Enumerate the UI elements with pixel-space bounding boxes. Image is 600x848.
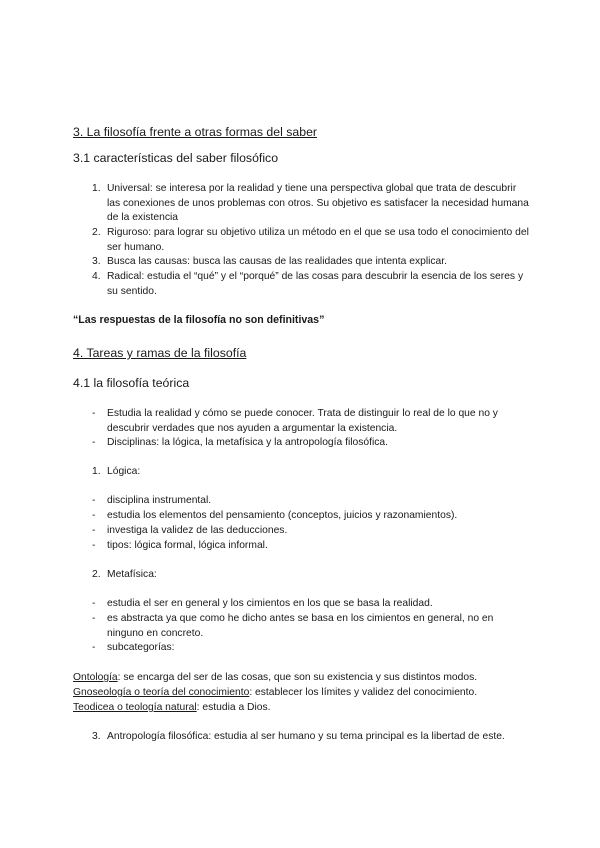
list-item — [92, 436, 532, 451]
metaphysics-title: Metafísica: — [107, 569, 157, 580]
list-item — [92, 494, 532, 509]
list-marker: 2. — [92, 227, 101, 238]
list-marker: - — [92, 642, 96, 653]
list-item — [92, 226, 532, 255]
list-item — [92, 407, 532, 436]
list-item — [92, 255, 532, 270]
list-item — [92, 612, 532, 641]
section-4-title: 4. Tareas y ramas de la filosofía — [73, 346, 247, 360]
section-3-1-title: 3.1 características del saber filosófico — [73, 151, 279, 165]
list-item-text: Disciplinas: la lógica, la metafísica y la antropología filosófica. — [107, 437, 389, 448]
section-4-1-title: 4.1 la filosofía teórica — [73, 376, 190, 390]
subcategory-gnoseology — [73, 687, 477, 698]
list-marker: - — [92, 613, 96, 624]
list-item-text: Estudia la realidad y cómo se puede conocer. Trata de distinguir lo real de lo que no y descubrir verdades que nos ayuden a argumentar la existencia. — [107, 408, 498, 434]
list-marker: 2. — [92, 569, 101, 580]
list-item-text: tipos: lógica formal, lógica informal. — [107, 540, 268, 551]
subcategory-term: Gnoseología o teoría del conocimiento — [73, 687, 250, 698]
list-marker: - — [92, 408, 96, 419]
logic-heading — [92, 465, 532, 480]
list-item-text: subcategorías: — [107, 642, 175, 653]
list-marker: 1. — [92, 466, 101, 477]
logic-title: Lógica: — [107, 466, 141, 477]
list-item — [92, 270, 532, 299]
subcategory-term: Ontología — [73, 672, 118, 683]
subcategory-theodicy — [73, 702, 271, 713]
list-item — [92, 524, 532, 539]
list-item-text: estudia los elementos del pensamiento (conceptos, juicios y razonamientos). — [107, 510, 458, 521]
list-marker: 3. — [92, 731, 101, 742]
list-marker: - — [92, 495, 96, 506]
list-marker: 3. — [92, 256, 101, 267]
subcategory-desc: : estudia a Dios. — [196, 702, 271, 713]
list-item-text: Universal: se interesa por la realidad y tiene una perspectiva global que trata de descubrir las conexiones de unos problemas con otros. Su objetivo es satisfacer la necesidad humana de la existencia — [107, 183, 529, 223]
list-item-text: investiga la validez de las deducciones. — [107, 525, 288, 536]
list-marker: 4. — [92, 271, 101, 282]
list-item-text: Antropología filosófica: estudia al ser humano y su tema principal es la libertad de este. — [107, 731, 505, 742]
list-item-text: disciplina instrumental. — [107, 495, 212, 506]
subcategory-term: Teodicea o teología natural — [73, 702, 197, 713]
list-item-text: es abstracta ya que como he dicho antes se basa en los cimientos en general, no en ninguno en concreto. — [107, 613, 494, 639]
list-item-text: Busca las causas: busca las causas de las realidades que intenta explicar. — [107, 256, 447, 267]
subcategory-desc: : establecer los límites y validez del conocimiento. — [249, 687, 478, 698]
list-item — [92, 182, 532, 226]
list-marker: - — [92, 510, 96, 521]
list-marker: - — [92, 598, 96, 609]
metaphysics-heading — [92, 568, 532, 583]
list-item-text: Riguroso: para lograr su objetivo utiliza un método en el que se usa todo el conocimiento del ser humano. — [107, 227, 529, 253]
anthropology-item — [92, 730, 532, 745]
subcategory-ontology — [73, 672, 477, 683]
subcategory-desc: : se encarga del ser de las cosas, que son su existencia y sus distintos modos. — [117, 672, 478, 683]
list-marker: - — [92, 437, 96, 448]
list-marker: - — [92, 525, 96, 536]
list-item — [92, 641, 532, 656]
quote: “Las respuestas de la filosofía no son definitivas” — [73, 314, 325, 326]
list-item-text: estudia el ser en general y los cimientos en los que se basa la realidad. — [107, 598, 433, 609]
list-item — [92, 539, 532, 554]
list-marker: 1. — [92, 183, 101, 194]
section-3-title: 3. La filosofía frente a otras formas del saber — [73, 125, 318, 139]
list-item — [92, 509, 532, 524]
list-item-text: Radical: estudia el “qué” y el “porqué” de las cosas para descubrir la esencia de los seres y su sentido. — [107, 271, 524, 297]
list-marker: - — [92, 540, 96, 551]
list-item — [92, 597, 532, 612]
